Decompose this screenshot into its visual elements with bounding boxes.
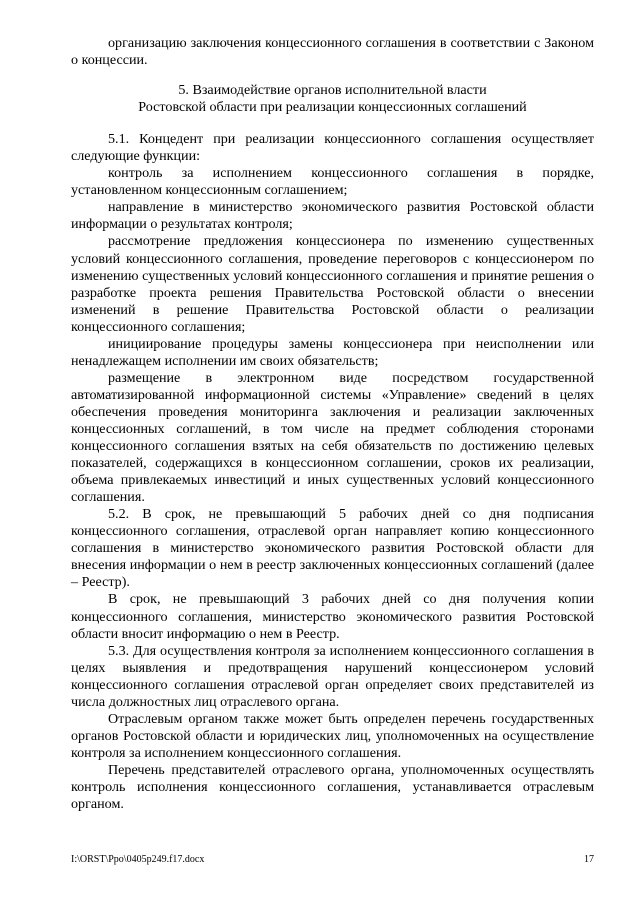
paragraph-5-1: 5.1. Концедент при реализации концессионного соглашения осуществляет следующие функции: (71, 131, 594, 165)
paragraph-list: Перечень представителей отраслевого органа, уполномоченных осуществлять контроль исполнения концессионного соглашения, устанавливается отраслевым органом. (71, 761, 594, 813)
page-number: 17 (584, 854, 594, 865)
paragraph-control: контроль за исполнением концессионного соглашения в порядке, установленном концессионным соглашением; (71, 165, 594, 199)
paragraph-5-2: 5.2. В срок, не превышающий 5 рабочих дней со дня подписания концессионного соглашения, отраслевой орган направляет копию концессионного соглашения в министерство экономического развития Ростовской области для внесения информации о нем в реестр заключенных концессионных соглашений (далее – Реестр). (71, 506, 594, 591)
intro-paragraph: организацию заключения концессионного соглашения в соответствии с Законом о концессии. (71, 35, 594, 69)
page-content (71, 35, 594, 813)
file-path: I:\ORST\Ppo\0405p249.f17.docx (71, 854, 205, 865)
paragraph-placement: размещение в электронном виде посредством государственной автоматизированной информационной системы «Управление» сведений в целях обеспечения проведения мониторинга заключения и реализации заключенных концессионных соглашений, в том числе на предмет соблюдения сторонами концессионного соглашения взятых на себя обязательств по достижению целевых показателей, содержащихся в концессионном соглашении, сроков их реализации, объема привлекаемых инвестиций и иных существенных условий концессионного соглашения. (71, 369, 594, 506)
paragraph-review: рассмотрение предложения концессионера по изменению существенных условий концессионного соглашения, проведение переговоров с концессионером по изменению существенных условий концессионного соглашения и принятие решения о разработке проекта решения Правительства Ростовской области о внесении изменений в решение Правительства Ростовской области о реализации концессионного соглашения; (71, 233, 594, 335)
paragraph-initiation: инициирование процедуры замены концессионера при неисполнении или ненадлежащем исполнении им своих обязательств; (71, 335, 594, 369)
paragraph-direction: направление в министерство экономического развития Ростовской области информации о результатах контроля; (71, 199, 594, 233)
section-heading-line-1: 5. Взаимодействие органов исполнительной власти (178, 82, 487, 99)
section-heading-line-2: Ростовской области при реализации концессионных соглашений (138, 99, 527, 116)
paragraph-registry: В срок, не превышающий 3 рабочих дней со дня получения копии концессионного соглашения, министерство экономического развития Ростовской области вносит информацию о нем в Реестр. (71, 591, 594, 642)
paragraph-bodies: Отраслевым органом также может быть определен перечень государственных органов Ростовской области и юридических лиц, уполномоченных на осуществление контроля за исполнением концессионного соглашения. (71, 710, 594, 761)
paragraph-5-3: 5.3. Для осуществления контроля за исполнением концессионного соглашения в целях выявления и предотвращения нарушений концессионером условий концессионного соглашения отраслевой орган определяет своих представителей из числа должностных лиц отраслевого органа. (71, 642, 594, 710)
